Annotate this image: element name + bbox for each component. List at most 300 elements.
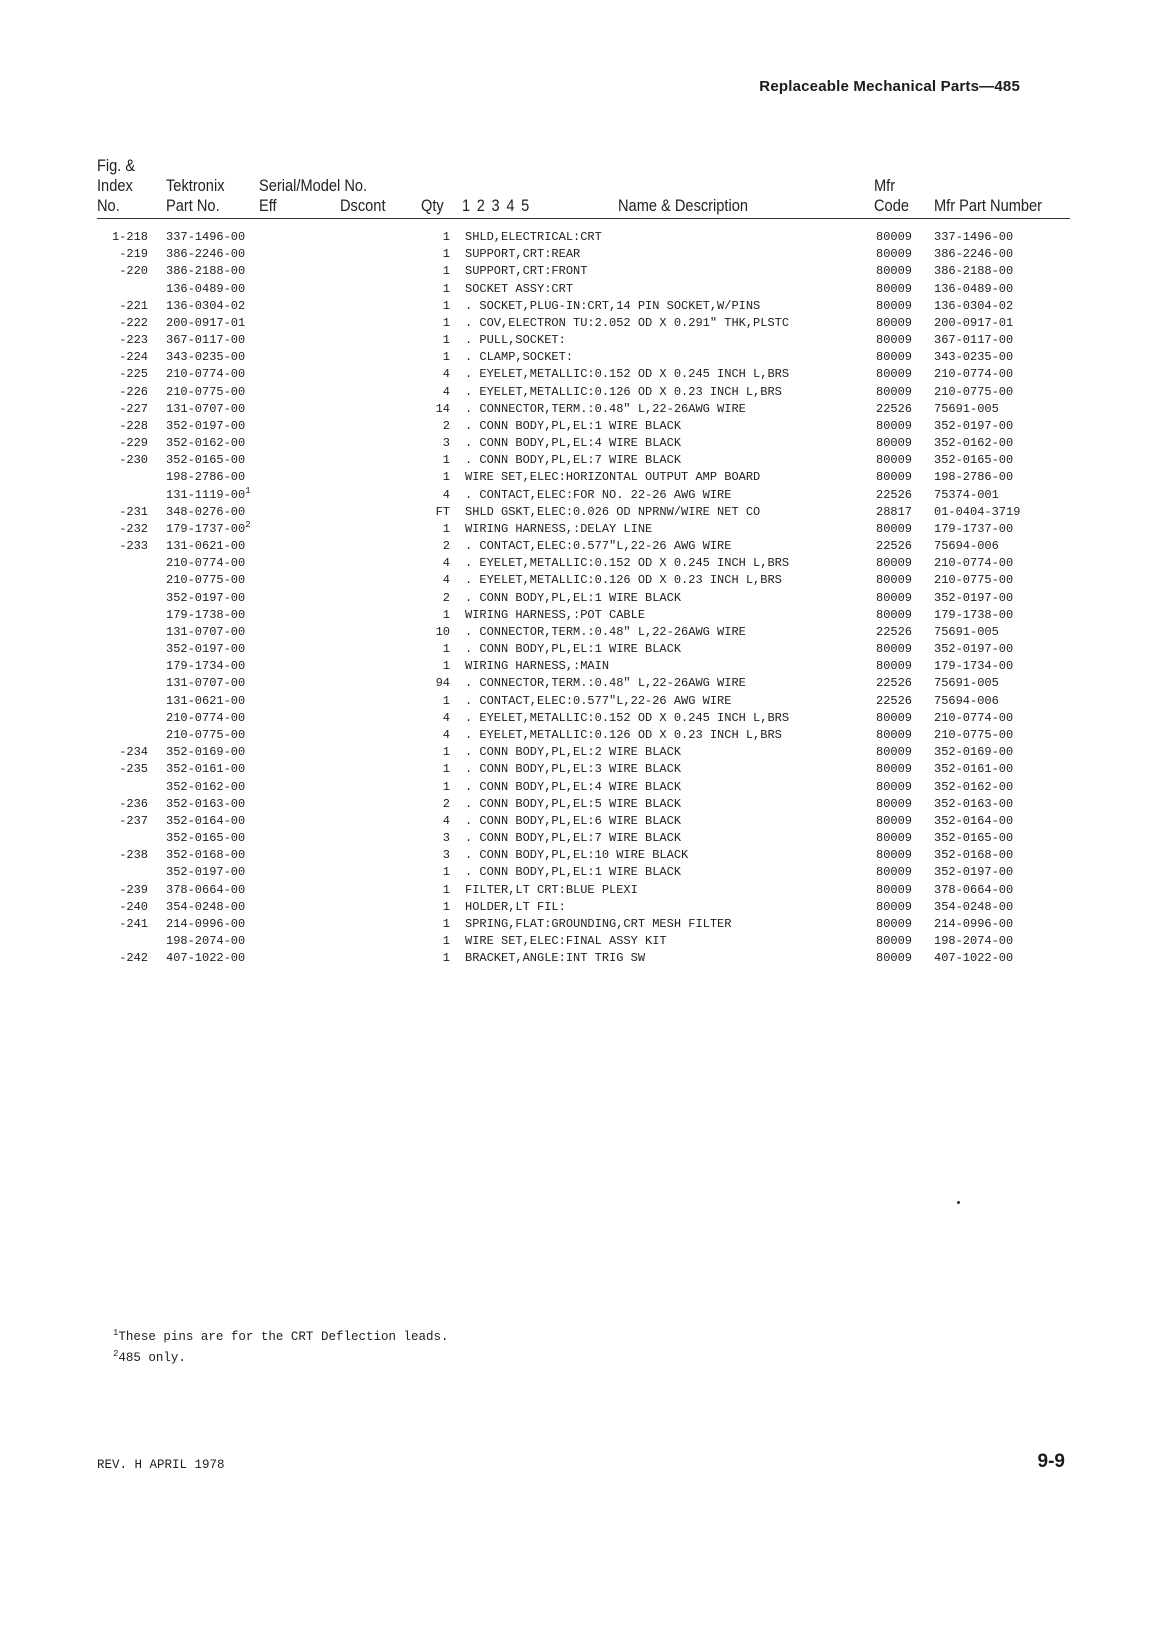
row-part-number-text: 352-0197-00 [166, 418, 246, 433]
row-mfr-code-text: 80009 [876, 642, 913, 657]
row-part-number-text: 352-0197-00 [166, 590, 246, 605]
row-qty-text: 1 [442, 315, 450, 330]
row-description [465, 882, 638, 899]
row-mfr-code-text: 28817 [876, 504, 913, 519]
row-index [93, 521, 148, 538]
row-mfr-code [876, 281, 912, 298]
row-qty-text: 94 [435, 676, 450, 691]
row-qty-text: FT [435, 504, 450, 519]
row-part-number [166, 761, 245, 778]
row-mfr-code [876, 332, 912, 349]
footnotes [113, 1327, 448, 1369]
parts-table [0, 229, 1155, 967]
row-mfr-part-number [934, 555, 1013, 572]
row-mfr-code-text: 22526 [876, 539, 913, 554]
row-qty [420, 847, 450, 864]
row-description [465, 916, 731, 933]
row-mfr-part-number [934, 384, 1013, 401]
row-mfr-part-number-text: 386-2188-00 [934, 264, 1014, 279]
row-index-text: -226 [119, 384, 148, 399]
row-description-text: . CONN BODY,PL,EL:4 WIRE BLACK [465, 779, 682, 794]
row-mfr-part-number-text: 337-1496-00 [934, 230, 1014, 244]
row-mfr-code-text: 80009 [876, 934, 913, 949]
row-description-text: . CONN BODY,PL,EL:7 WIRE BLACK [465, 453, 682, 468]
row-mfr-part-number [934, 229, 1013, 246]
table-row [0, 555, 1155, 572]
row-part-number-text: 200-0917-01 [166, 315, 246, 330]
row-description [465, 847, 688, 864]
row-qty [420, 899, 450, 916]
row-qty [420, 298, 450, 315]
row-index [93, 538, 148, 555]
footnote-text: 485 only. [118, 1351, 186, 1365]
row-description [465, 538, 731, 555]
table-row [0, 246, 1155, 263]
table-row [0, 779, 1155, 796]
row-qty [420, 813, 450, 830]
table-row [0, 710, 1155, 727]
row-part-number-text: 136-0304-02 [166, 298, 246, 313]
col-head-mfr-line1: Mfr [874, 176, 896, 195]
row-mfr-part-number [934, 641, 1013, 658]
row-mfr-part-number [934, 607, 1013, 624]
row-mfr-code [876, 572, 912, 589]
row-description [465, 607, 645, 624]
row-mfr-code [876, 658, 912, 675]
row-part-number-text: 136-0489-00 [166, 281, 246, 296]
row-mfr-code-text: 22526 [876, 401, 913, 416]
row-index-text: -231 [119, 504, 148, 519]
row-part-number [166, 658, 245, 675]
col-head-dscont: Dscont [340, 196, 386, 215]
row-part-number-text: 210-0774-00 [166, 556, 246, 571]
table-row [0, 452, 1155, 469]
row-mfr-code [876, 607, 912, 624]
row-description [465, 521, 652, 538]
row-mfr-part-number [934, 710, 1013, 727]
row-part-number [166, 779, 245, 796]
row-description-text: SHLD GSKT,ELEC:0.026 OD NPRNW/WIRE NET CO [465, 504, 761, 519]
col-head-eff: Eff [259, 196, 277, 215]
table-row [0, 590, 1155, 607]
row-mfr-part-number-text: 378-0664-00 [934, 882, 1014, 897]
row-part-number-text: 407-1022-00 [166, 951, 246, 966]
row-mfr-part-number [934, 830, 1013, 847]
row-index [93, 847, 148, 864]
row-qty-text: 2 [442, 590, 450, 605]
row-part-number [166, 538, 245, 555]
row-qty-text: 1 [442, 607, 450, 622]
row-index-text: -241 [119, 916, 148, 931]
table-row [0, 263, 1155, 280]
row-description [465, 830, 681, 847]
col-head-mfr-part: Mfr Part Number [934, 196, 1043, 215]
row-part-number [166, 916, 245, 933]
row-qty [420, 487, 450, 504]
table-row [0, 744, 1155, 761]
table-row [0, 281, 1155, 298]
row-index [93, 761, 148, 778]
row-index-text: -242 [119, 951, 148, 966]
row-mfr-code-text: 80009 [876, 899, 913, 914]
row-description [465, 435, 681, 452]
row-description-text: SPRING,FLAT:GROUNDING,CRT MESH FILTER [465, 916, 732, 931]
row-part-number-text: 386-2246-00 [166, 247, 246, 262]
row-qty [420, 830, 450, 847]
row-part-number [166, 813, 245, 830]
row-description [465, 332, 566, 349]
row-mfr-part-number-text: 75374-001 [934, 487, 999, 502]
row-mfr-code-text: 80009 [876, 779, 913, 794]
row-qty [420, 349, 450, 366]
row-part-number-text: 352-0168-00 [166, 848, 246, 863]
row-qty-text: 4 [442, 727, 450, 742]
row-part-number [166, 281, 245, 298]
row-mfr-part-number [934, 504, 1020, 521]
row-mfr-code-text: 80009 [876, 453, 913, 468]
row-description-text: SHLD,ELECTRICAL:CRT [465, 230, 602, 244]
row-qty [420, 469, 450, 486]
row-mfr-code [876, 469, 912, 486]
row-description-text: . SOCKET,PLUG-IN:CRT,14 PIN SOCKET,W/PINS [465, 298, 761, 313]
row-qty-text: 4 [442, 813, 450, 828]
row-qty-text: 2 [442, 796, 450, 811]
row-mfr-code-text: 80009 [876, 367, 913, 382]
row-index-text: -223 [119, 333, 148, 348]
row-description-text: WIRING HARNESS,:MAIN [465, 659, 610, 674]
row-mfr-code [876, 864, 912, 881]
row-description [465, 710, 789, 727]
row-part-number [166, 641, 245, 658]
table-row [0, 469, 1155, 486]
row-description-text: SUPPORT,CRT:FRONT [465, 264, 588, 279]
row-mfr-code [876, 349, 912, 366]
row-qty [420, 779, 450, 796]
row-mfr-part-number [934, 281, 1013, 298]
row-description [465, 315, 789, 332]
row-mfr-part-number-text: 352-0168-00 [934, 848, 1014, 863]
table-row [0, 315, 1155, 332]
row-mfr-code-text: 80009 [876, 350, 913, 365]
row-description-text: . EYELET,METALLIC:0.126 OD X 0.23 INCH L,BRS [465, 573, 782, 588]
table-row [0, 332, 1155, 349]
row-part-number [166, 418, 245, 435]
row-mfr-code [876, 298, 912, 315]
row-mfr-part-number-text: 210-0774-00 [934, 710, 1014, 725]
row-description-text: . CONN BODY,PL,EL:2 WIRE BLACK [465, 745, 682, 760]
row-description [465, 572, 782, 589]
col-head-fig-line2: Index [97, 176, 133, 195]
row-mfr-code [876, 452, 912, 469]
row-mfr-code-text: 80009 [876, 298, 913, 313]
row-mfr-code [876, 504, 912, 521]
row-part-number-text: 352-0165-00 [166, 831, 246, 846]
row-mfr-code [876, 624, 912, 641]
table-row [0, 916, 1155, 933]
row-mfr-part-number [934, 813, 1013, 830]
row-mfr-code-text: 80009 [876, 796, 913, 811]
row-description-text: . CONTACT,ELEC:0.577"L,22-26 AWG WIRE [465, 693, 732, 708]
row-mfr-code [876, 384, 912, 401]
row-mfr-code [876, 693, 912, 710]
row-description-text: . CONTACT,ELEC:0.577"L,22-26 AWG WIRE [465, 539, 732, 554]
row-part-number-text: 352-0162-00 [166, 436, 246, 451]
row-description [465, 263, 587, 280]
row-mfr-part-number-text: 367-0117-00 [934, 333, 1014, 348]
row-mfr-code-text: 80009 [876, 556, 913, 571]
row-part-number [166, 744, 245, 761]
row-description [465, 452, 681, 469]
row-qty [420, 332, 450, 349]
row-mfr-part-number-text: 210-0774-00 [934, 367, 1014, 382]
table-row [0, 727, 1155, 744]
row-mfr-code-text: 80009 [876, 659, 913, 674]
row-part-number [166, 864, 245, 881]
row-qty [420, 384, 450, 401]
row-part-number-text: 386-2188-00 [166, 264, 246, 279]
table-row [0, 487, 1155, 504]
row-qty-text: 1 [442, 659, 450, 674]
row-qty-text: 3 [442, 831, 450, 846]
row-qty-text: 2 [442, 418, 450, 433]
table-row [0, 624, 1155, 641]
row-mfr-code [876, 263, 912, 280]
row-mfr-code [876, 246, 912, 263]
row-mfr-part-number-text: 352-0164-00 [934, 813, 1014, 828]
row-part-number [166, 882, 245, 899]
row-part-number [166, 710, 245, 727]
row-mfr-part-number-text: 75694-006 [934, 539, 999, 554]
revision-label: REV. H APRIL 1978 [97, 1458, 225, 1472]
col-head-mfr-code [874, 176, 909, 216]
row-description-text: HOLDER,LT FIL: [465, 899, 566, 914]
row-part-number-text: 131-0707-00 [166, 624, 246, 639]
row-description-text: . EYELET,METALLIC:0.126 OD X 0.23 INCH L,BRS [465, 384, 782, 399]
footnote-ref: 1 [245, 485, 251, 496]
row-mfr-part-number [934, 779, 1013, 796]
row-mfr-code [876, 418, 912, 435]
row-mfr-part-number-text: 352-0197-00 [934, 418, 1014, 433]
col-head-serial: Serial/Model No. [259, 176, 368, 195]
row-description [465, 366, 789, 383]
row-description-text: . PULL,SOCKET: [465, 333, 566, 348]
row-index [93, 315, 148, 332]
row-qty-text: 1 [442, 521, 450, 536]
row-description [465, 761, 681, 778]
table-row [0, 401, 1155, 418]
row-mfr-code-text: 80009 [876, 848, 913, 863]
row-description-text: WIRING HARNESS,:DELAY LINE [465, 521, 653, 536]
row-mfr-part-number [934, 366, 1013, 383]
row-part-number [166, 590, 245, 607]
row-part-number-text: 352-0162-00 [166, 779, 246, 794]
row-index [93, 349, 148, 366]
row-description-text: . CONN BODY,PL,EL:10 WIRE BLACK [465, 848, 689, 863]
row-qty [420, 263, 450, 280]
row-mfr-part-number-text: 01-0404-3719 [934, 504, 1021, 519]
row-mfr-code [876, 899, 912, 916]
row-part-number [166, 555, 245, 572]
row-description [465, 246, 580, 263]
row-mfr-part-number [934, 435, 1013, 452]
row-index [93, 813, 148, 830]
row-mfr-part-number [934, 246, 1013, 263]
row-part-number [166, 624, 245, 641]
row-mfr-code-text: 80009 [876, 951, 913, 966]
row-mfr-code [876, 847, 912, 864]
row-qty-text: 4 [442, 710, 450, 725]
row-qty [420, 624, 450, 641]
row-mfr-code-text: 80009 [876, 521, 913, 536]
table-row [0, 933, 1155, 950]
table-row [0, 693, 1155, 710]
row-qty-text: 4 [442, 384, 450, 399]
row-index-text: -235 [119, 762, 148, 777]
row-mfr-part-number [934, 469, 1013, 486]
row-qty-text: 1 [442, 882, 450, 897]
row-description [465, 658, 609, 675]
row-index [93, 882, 148, 899]
row-qty-text: 4 [442, 556, 450, 571]
row-qty-text: 1 [442, 779, 450, 794]
page-number: 9-9 [1037, 1451, 1065, 1472]
table-row [0, 538, 1155, 555]
row-mfr-part-number-text: 179-1738-00 [934, 607, 1014, 622]
table-row [0, 607, 1155, 624]
table-row [0, 658, 1155, 675]
row-mfr-part-number-text: 352-0169-00 [934, 745, 1014, 760]
row-mfr-code [876, 813, 912, 830]
row-mfr-part-number [934, 864, 1013, 881]
row-qty-text: 1 [442, 642, 450, 657]
row-part-number-text: 352-0165-00 [166, 453, 246, 468]
row-description-text: . EYELET,METALLIC:0.152 OD X 0.245 INCH L,BRS [465, 710, 790, 725]
row-mfr-part-number [934, 418, 1013, 435]
row-mfr-part-number [934, 933, 1013, 950]
row-mfr-part-number-text: 179-1737-00 [934, 521, 1014, 536]
row-index-text: -234 [119, 745, 148, 760]
row-mfr-code [876, 710, 912, 727]
row-mfr-part-number [934, 796, 1013, 813]
table-row [0, 229, 1155, 246]
row-mfr-code-text: 80009 [876, 436, 913, 451]
footnote-1 [113, 1327, 448, 1348]
row-mfr-part-number [934, 624, 999, 641]
table-row [0, 899, 1155, 916]
row-index [93, 435, 148, 452]
row-qty [420, 281, 450, 298]
row-part-number-text: 354-0248-00 [166, 899, 246, 914]
row-description-text: . EYELET,METALLIC:0.152 OD X 0.245 INCH L,BRS [465, 556, 790, 571]
row-mfr-part-number-text: 214-0996-00 [934, 916, 1014, 931]
row-mfr-part-number-text: 136-0489-00 [934, 281, 1014, 296]
row-description-text: . CONTACT,ELEC:FOR NO. 22-26 AWG WIRE [465, 487, 732, 502]
row-mfr-part-number [934, 847, 1013, 864]
col-head-mfr-line2: Code [874, 196, 909, 215]
row-part-number [166, 452, 245, 469]
table-row [0, 675, 1155, 692]
row-part-number-text: 352-0197-00 [166, 642, 246, 657]
row-mfr-part-number [934, 590, 1013, 607]
row-part-number-text: 179-1738-00 [166, 607, 246, 622]
row-mfr-part-number [934, 744, 1013, 761]
row-part-number-text: 367-0117-00 [166, 333, 246, 348]
row-part-number [166, 229, 245, 246]
row-mfr-part-number [934, 572, 1013, 589]
row-description-text: . CONN BODY,PL,EL:1 WIRE BLACK [465, 590, 682, 605]
row-description [465, 779, 681, 796]
row-mfr-part-number [934, 916, 1013, 933]
row-mfr-code [876, 675, 912, 692]
row-mfr-part-number [934, 538, 999, 555]
row-mfr-code [876, 779, 912, 796]
row-mfr-code-text: 80009 [876, 384, 913, 399]
row-mfr-part-number-text: 75691-005 [934, 401, 999, 416]
row-mfr-part-number-text: 210-0775-00 [934, 384, 1014, 399]
row-qty [420, 401, 450, 418]
row-part-number [166, 401, 245, 418]
row-description-text: SUPPORT,CRT:REAR [465, 247, 581, 262]
row-part-number-text: 131-1119-00 [166, 487, 246, 502]
row-mfr-part-number [934, 332, 1013, 349]
row-part-number-text: 210-0774-00 [166, 710, 246, 725]
row-description [465, 641, 681, 658]
row-mfr-part-number [934, 675, 999, 692]
row-qty [420, 538, 450, 555]
row-part-number [166, 298, 245, 315]
row-qty [420, 521, 450, 538]
row-qty [420, 727, 450, 744]
row-mfr-part-number [934, 401, 999, 418]
row-description-text: BRACKET,ANGLE:INT TRIG SW [465, 951, 646, 966]
row-part-number [166, 246, 245, 263]
row-description-text: . CONN BODY,PL,EL:1 WIRE BLACK [465, 642, 682, 657]
row-qty [420, 864, 450, 881]
row-qty [420, 641, 450, 658]
footnote-2 [113, 1348, 448, 1369]
row-qty [420, 675, 450, 692]
row-part-number [166, 675, 245, 692]
row-mfr-part-number-text: 352-0162-00 [934, 779, 1014, 794]
row-index [93, 298, 148, 315]
row-part-number [166, 796, 245, 813]
row-qty [420, 590, 450, 607]
row-qty [420, 607, 450, 624]
row-part-number-text: 131-0621-00 [166, 539, 246, 554]
row-part-number-text: 198-2074-00 [166, 934, 246, 949]
row-qty [420, 504, 450, 521]
row-mfr-part-number-text: 386-2246-00 [934, 247, 1014, 262]
row-part-number-text: 210-0774-00 [166, 367, 246, 382]
row-index-text: -228 [119, 418, 148, 433]
row-mfr-part-number [934, 761, 1013, 778]
row-qty-text: 10 [435, 624, 450, 639]
row-mfr-part-number [934, 487, 999, 504]
row-mfr-code-text: 80009 [876, 418, 913, 433]
table-row [0, 384, 1155, 401]
row-qty [420, 555, 450, 572]
row-mfr-code [876, 555, 912, 572]
row-mfr-part-number-text: 352-0162-00 [934, 436, 1014, 451]
row-description-text: . CONNECTOR,TERM.:0.48" L,22-26AWG WIRE [465, 676, 746, 691]
row-description [465, 298, 760, 315]
row-part-number [166, 435, 245, 452]
row-part-number [166, 899, 245, 916]
row-qty-text: 3 [442, 848, 450, 863]
row-mfr-part-number [934, 693, 999, 710]
table-row [0, 761, 1155, 778]
row-description [465, 675, 746, 692]
